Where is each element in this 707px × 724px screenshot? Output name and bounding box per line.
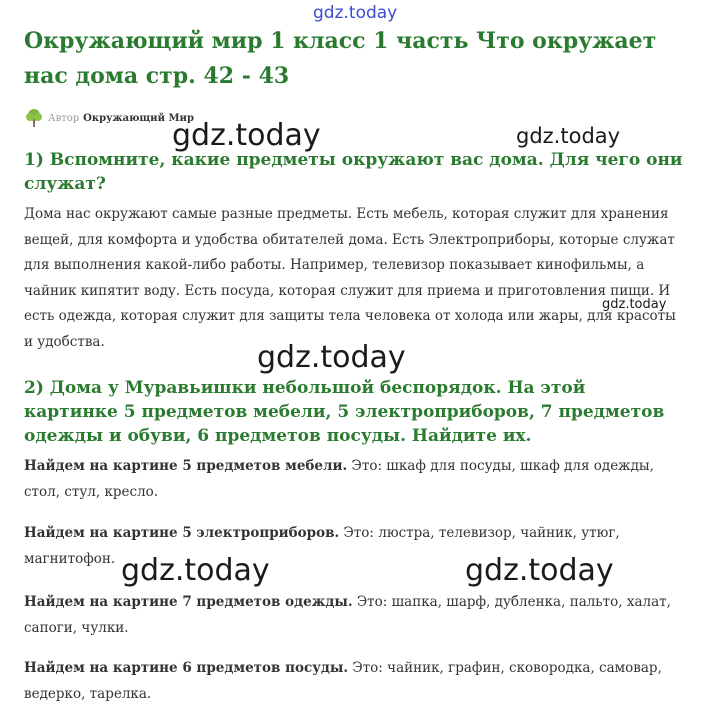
watermark: gdz.today	[257, 340, 406, 375]
watermark: gdz.today	[172, 118, 321, 153]
answer-lead: Найдем на картине 5 предметов мебели.	[24, 458, 348, 474]
watermark-top: gdz.today	[313, 3, 398, 23]
watermark: gdz.today	[465, 553, 614, 588]
answer-text: Это: шапка, шарф, дубленка, пальто, халат, сапоги, чулки.	[24, 594, 671, 636]
author-prefix: Автор	[48, 112, 80, 124]
page-title: Окружающий мир 1 класс 1 часть Что окружает нас дома стр. 42 - 43	[24, 28, 657, 89]
question-1-heading: 1) Вспомните, какие предметы окружают вас дома. Для чего они служат?	[24, 150, 683, 194]
watermark: gdz.today	[516, 124, 621, 148]
tree-icon	[24, 108, 44, 128]
answer-lead: Найдем на картине 7 предметов одежды.	[24, 594, 353, 610]
watermark: gdz.today	[121, 553, 270, 588]
question-2-heading: 2) Дома у Муравьишки небольшой беспорядок. На этой картинке 5 предметов мебели, 5 электроприборов, 7 предметов одежды и обуви, 6 предметов посуды. Найдите их.	[24, 378, 665, 446]
answer-text: Это: шкаф для посуды, шкаф для одежды, стол, стул, кресло.	[24, 458, 654, 500]
author-line	[24, 108, 194, 128]
author-name-link[interactable]: Окружающий Мир	[83, 112, 194, 124]
answer-lead: Найдем на картине 5 электроприборов.	[24, 525, 340, 541]
answer-dishes	[24, 656, 684, 707]
answer-furniture	[24, 454, 684, 505]
watermark: gdz.today	[602, 297, 667, 312]
answer-text: Это: люстра, телевизор, чайник, утюг, магнитофон.	[24, 525, 620, 567]
answer-lead: Найдем на картине 6 предметов посуды.	[24, 660, 349, 676]
answer-text: Это: чайник, графин, сковородка, самовар, ведерко, тарелка.	[24, 660, 662, 702]
question-1-answer: Дома нас окружают самые разные предметы. Есть мебель, которая служит для хранения вещей, для комфорта и удобства обитателей дома. Есть Электроприборы, которые служат для выполнения какой-либо работы. Например, телевизор показывает кинофильмы, а чайник кипятит воду. Есть посуда, которая служит для приема и приготовления пищи. И есть одежда, которая служит для защиты тела человека от холода или жары, для красоты и удобства.	[24, 206, 676, 350]
answer-clothing	[24, 590, 684, 641]
